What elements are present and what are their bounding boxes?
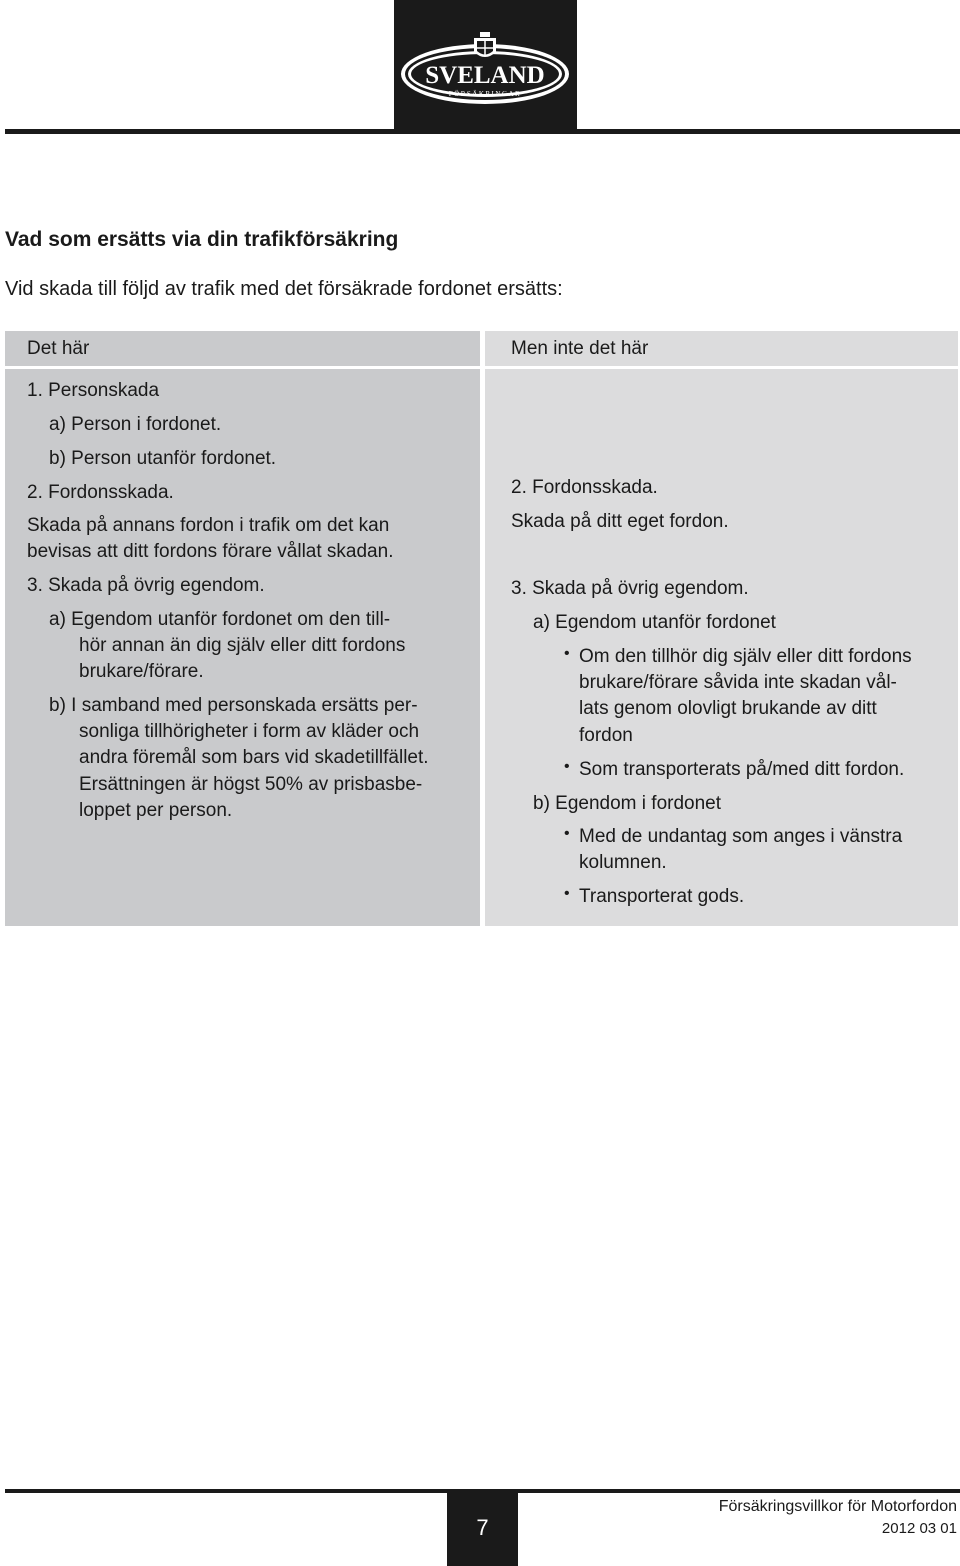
- left-line: 2. Fordonsskada.: [27, 482, 174, 503]
- right-line: a) Egendom utanför fordonet: [533, 612, 776, 633]
- left-line: Skada på annans fordon i trafik om det kan: [27, 515, 390, 536]
- bullet-icon: •: [564, 885, 570, 902]
- page-heading: Vad som ersätts via din trafikförsäkring: [5, 228, 399, 251]
- right-line: b) Egendom i fordonet: [533, 793, 722, 814]
- left-line: hör annan än dig själv eller ditt fordons: [79, 635, 406, 656]
- brand-text: SVELAND: [425, 62, 545, 89]
- bullet-icon: •: [564, 645, 570, 662]
- footer-document-title: Försäkringsvillkor för Motorfordon: [718, 1498, 957, 1515]
- brand-subtext: FÖRSÄKRINGAR: [448, 90, 522, 98]
- intro-text: Vid skada till följd av trafik med det försäkrade fordonet ersätts:: [5, 278, 563, 300]
- not-covered-header: Men inte det här: [511, 338, 649, 359]
- right-line: lats genom olovligt brukande av ditt: [579, 698, 877, 719]
- left-line: b) Person utanför fordonet.: [49, 448, 277, 469]
- page-number-box: [447, 1492, 518, 1566]
- header-rule: [5, 129, 960, 134]
- right-line: Som transporterats på/med ditt fordon.: [579, 759, 905, 780]
- footer-date: 2012 03 01: [881, 1520, 957, 1537]
- not-covered-column: [485, 331, 958, 926]
- bullet-icon: •: [564, 825, 570, 842]
- right-line: Transporterat gods.: [579, 886, 745, 907]
- not-covered-header-cell: [485, 331, 958, 366]
- left-line: a) Egendom utanför fordonet om den till-: [49, 609, 391, 630]
- left-line: b) I samband med personskada ersätts per-: [49, 695, 418, 716]
- page-number: 7: [476, 1515, 489, 1540]
- right-line: 2. Fordonsskada.: [511, 477, 658, 498]
- left-line: bevisas att ditt fordons förare vållat skadan.: [27, 541, 394, 562]
- left-line: sonliga tillhörigheter i form av kläder och: [79, 721, 420, 742]
- covered-header-cell: [5, 331, 480, 366]
- covered-column: [5, 331, 480, 926]
- right-line: 3. Skada på övrig egendom.: [511, 578, 749, 599]
- right-line: brukare/förare såvida inte skadan vål-: [579, 672, 897, 693]
- bullet-icon: •: [564, 758, 570, 775]
- left-line: 3. Skada på övrig egendom.: [27, 575, 265, 596]
- covered-header: Det här: [27, 338, 90, 359]
- coverage-table: [5, 331, 958, 926]
- right-line: Skada på ditt eget fordon.: [511, 511, 729, 532]
- sveland-logo-graphic: [394, 0, 577, 130]
- right-line: kolumnen.: [579, 852, 667, 873]
- right-line: Med de undantag som anges i vänstra: [579, 826, 903, 847]
- sveland-logo: [394, 0, 577, 130]
- left-line: Ersättningen är högst 50% av prisbasbe-: [79, 774, 423, 795]
- not-covered-body-cell: [485, 369, 958, 926]
- left-line: loppet per person.: [79, 800, 233, 821]
- left-line: a) Person i fordonet.: [49, 414, 222, 435]
- right-line: Om den tillhör dig själv eller ditt fordons: [579, 646, 912, 667]
- left-line: andra föremål som bars vid skadetillfället.: [79, 747, 429, 768]
- covered-body-cell: [5, 369, 480, 926]
- left-line: 1. Personskada: [27, 380, 160, 401]
- left-line: brukare/förare.: [79, 661, 204, 682]
- right-line: fordon: [579, 725, 633, 746]
